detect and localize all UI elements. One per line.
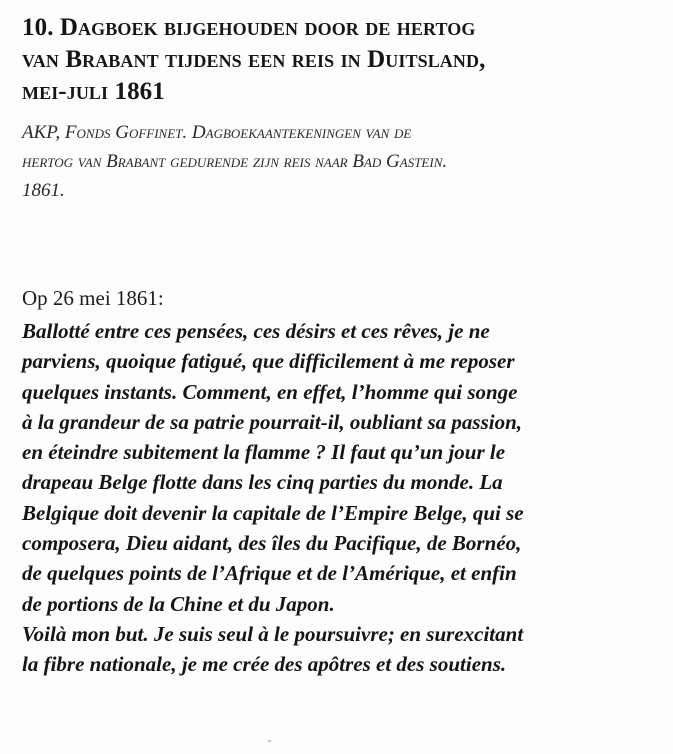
entry-line: de portions de la Chine et du Japon. — [22, 591, 335, 616]
entry-line: Voilà mon but. Je suis seul à le poursuivre; en surexcitant — [22, 621, 524, 646]
source-citation — [22, 118, 662, 205]
heading-line: van Brabant tijdens een reis in Duitsland, — [22, 46, 486, 73]
source-line: 1861. — [22, 180, 65, 201]
entry-line: à la grandeur de sa patrie pourrait-il, oubliant sa passion, — [22, 409, 523, 434]
entry-line: composera, Dieu aidant, des îles du Pacifique, de Bornéo, — [22, 531, 522, 556]
entry-line: Belgique doit devenir la capitale de l’Empire Belge, qui se — [22, 500, 524, 525]
heading-line: 10. Dagboek bijgehouden door de hertog — [22, 14, 476, 41]
document-heading — [22, 12, 662, 108]
source-line: hertog van Brabant gedurende zijn reis naar Bad Gastein. — [22, 151, 448, 172]
entry-line: parviens, quoique fatigué, que difficilement à me reposer — [22, 349, 515, 374]
entry-line: quelques instants. Comment, en effet, l’homme qui songe — [22, 379, 518, 404]
paper-speck — [268, 740, 271, 742]
entry-line: en éteindre subitement la flamme ? Il faut qu’un jour le — [22, 440, 506, 465]
diary-entry-text — [22, 316, 662, 680]
entry-line: drapeau Belge flotte dans les cinq parties du monde. La — [22, 470, 503, 495]
entry-date: Op 26 mei 1861: — [22, 286, 164, 310]
entry-line: de quelques points de l’Afrique et de l’Amérique, et enfin — [22, 561, 517, 586]
entry-line: Ballotté entre ces pensées, ces désirs et ces rêves, je ne — [22, 319, 490, 343]
heading-line: mei-juli 1861 — [22, 78, 165, 105]
source-line: AKP, Fonds Goffinet. Dagboekaantekeningen van de — [22, 122, 412, 143]
entry-line: la fibre nationale, je me crée des apôtres et des soutiens. — [22, 652, 507, 677]
